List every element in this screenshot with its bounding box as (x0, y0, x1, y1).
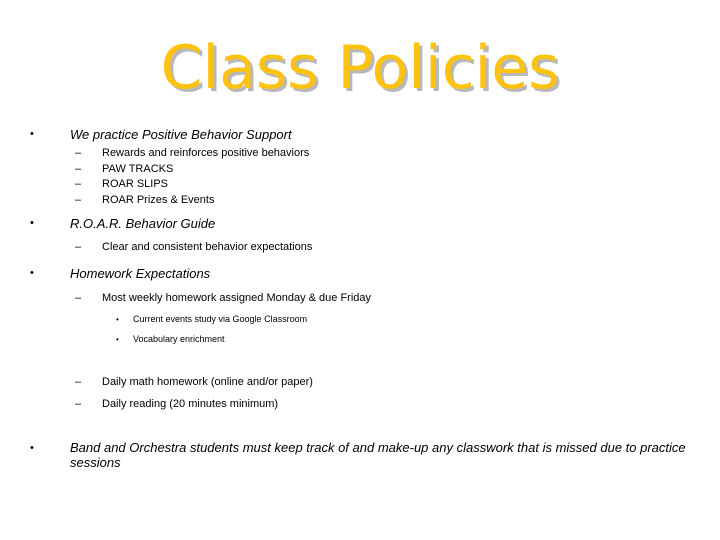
dash-icon: – (75, 241, 82, 253)
sub-list-item: Vocabulary enrichment (133, 334, 225, 344)
section-heading-band-orchestra: Band and Orchestra students must keep track of and make-up any classwork that is missed due to practice sessions (70, 440, 686, 470)
bullet-icon: • (30, 128, 34, 140)
list-item: Daily reading (20 minutes minimum) (102, 398, 279, 410)
list-item: Most weekly homework assigned Monday & due Friday (102, 292, 372, 304)
bullet-icon: • (116, 315, 119, 324)
dash-icon: – (75, 398, 82, 410)
dash-icon: – (75, 163, 82, 175)
section-heading-homework: Homework Expectations (70, 266, 211, 281)
dash-icon: – (75, 376, 82, 388)
dash-icon: – (75, 194, 82, 206)
dash-icon: – (75, 147, 82, 159)
section-heading-roar-guide: R.O.A.R. Behavior Guide (70, 216, 216, 231)
list-item: Rewards and reinforces positive behaviors (102, 147, 310, 159)
dash-icon: – (75, 178, 82, 190)
page-title: Class Policies (160, 33, 560, 103)
bullet-icon: • (30, 267, 34, 279)
bullet-icon: • (116, 335, 119, 344)
list-item: Daily math homework (online and/or paper) (102, 376, 313, 388)
list-item: ROAR SLIPS (102, 178, 169, 190)
dash-icon: – (75, 292, 82, 304)
bullet-icon: • (30, 217, 34, 229)
bullet-icon: • (30, 442, 34, 454)
list-item: PAW TRACKS (102, 163, 174, 175)
sub-list-item: Current events study via Google Classroom (133, 314, 308, 324)
section-heading-positive-behavior: We practice Positive Behavior Support (70, 127, 292, 142)
list-item: Clear and consistent behavior expectations (102, 241, 313, 253)
list-item: ROAR Prizes & Events (102, 194, 215, 206)
